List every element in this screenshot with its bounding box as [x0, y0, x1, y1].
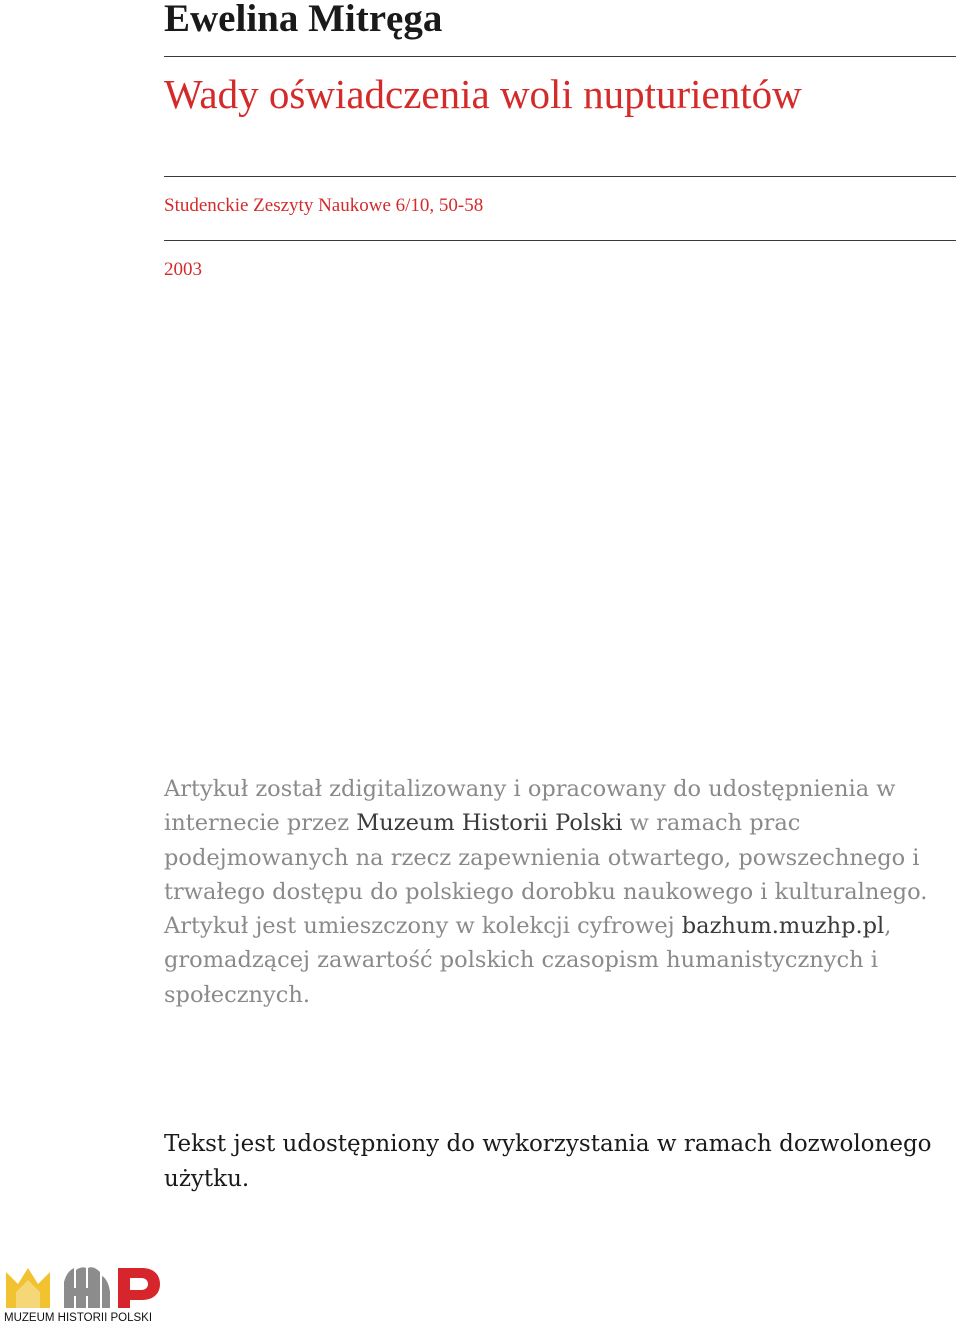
museum-logo: [4, 1262, 166, 1331]
author-name: Ewelina Mitręga: [164, 0, 443, 40]
notice-text: Artykuł został zdigitalizowany i opracowany do udostępnienia w internecie przez: [164, 776, 896, 837]
publication-year: 2003: [164, 259, 202, 280]
notice-text: w ramach prac podejmowanych na rzecz zapewnienia otwartego, powszechnego i trwałego dostępu do polskiego dorobku naukowego i kulturalnego. Artykuł jest umieszczony w kolekcji cyfrowej: [164, 810, 928, 940]
divider: [164, 56, 956, 57]
site-link[interactable]: bazhum.muzhp.pl: [681, 913, 885, 940]
divider: [164, 176, 956, 177]
museum-logo-icon: [4, 1262, 166, 1312]
notice-text: , gromadzącej zawartość polskich czasopism humanistycznych i społecznych.: [164, 913, 892, 1008]
logo-text: MUZEUM HISTORII POLSKI: [4, 1312, 153, 1324]
usage-notice: Tekst jest udostępniony do wykorzystania w ramach dozwolonego użytku.: [164, 1131, 932, 1192]
digitization-notice: [164, 772, 944, 1012]
journal-citation: Studenckie Zeszyty Naukowe 6/10, 50-58: [164, 195, 484, 216]
museum-name: Muzeum Historii Polski: [356, 810, 623, 837]
divider: [164, 240, 956, 241]
article-title: Wady oświadczenia woli nupturientów: [164, 71, 802, 117]
